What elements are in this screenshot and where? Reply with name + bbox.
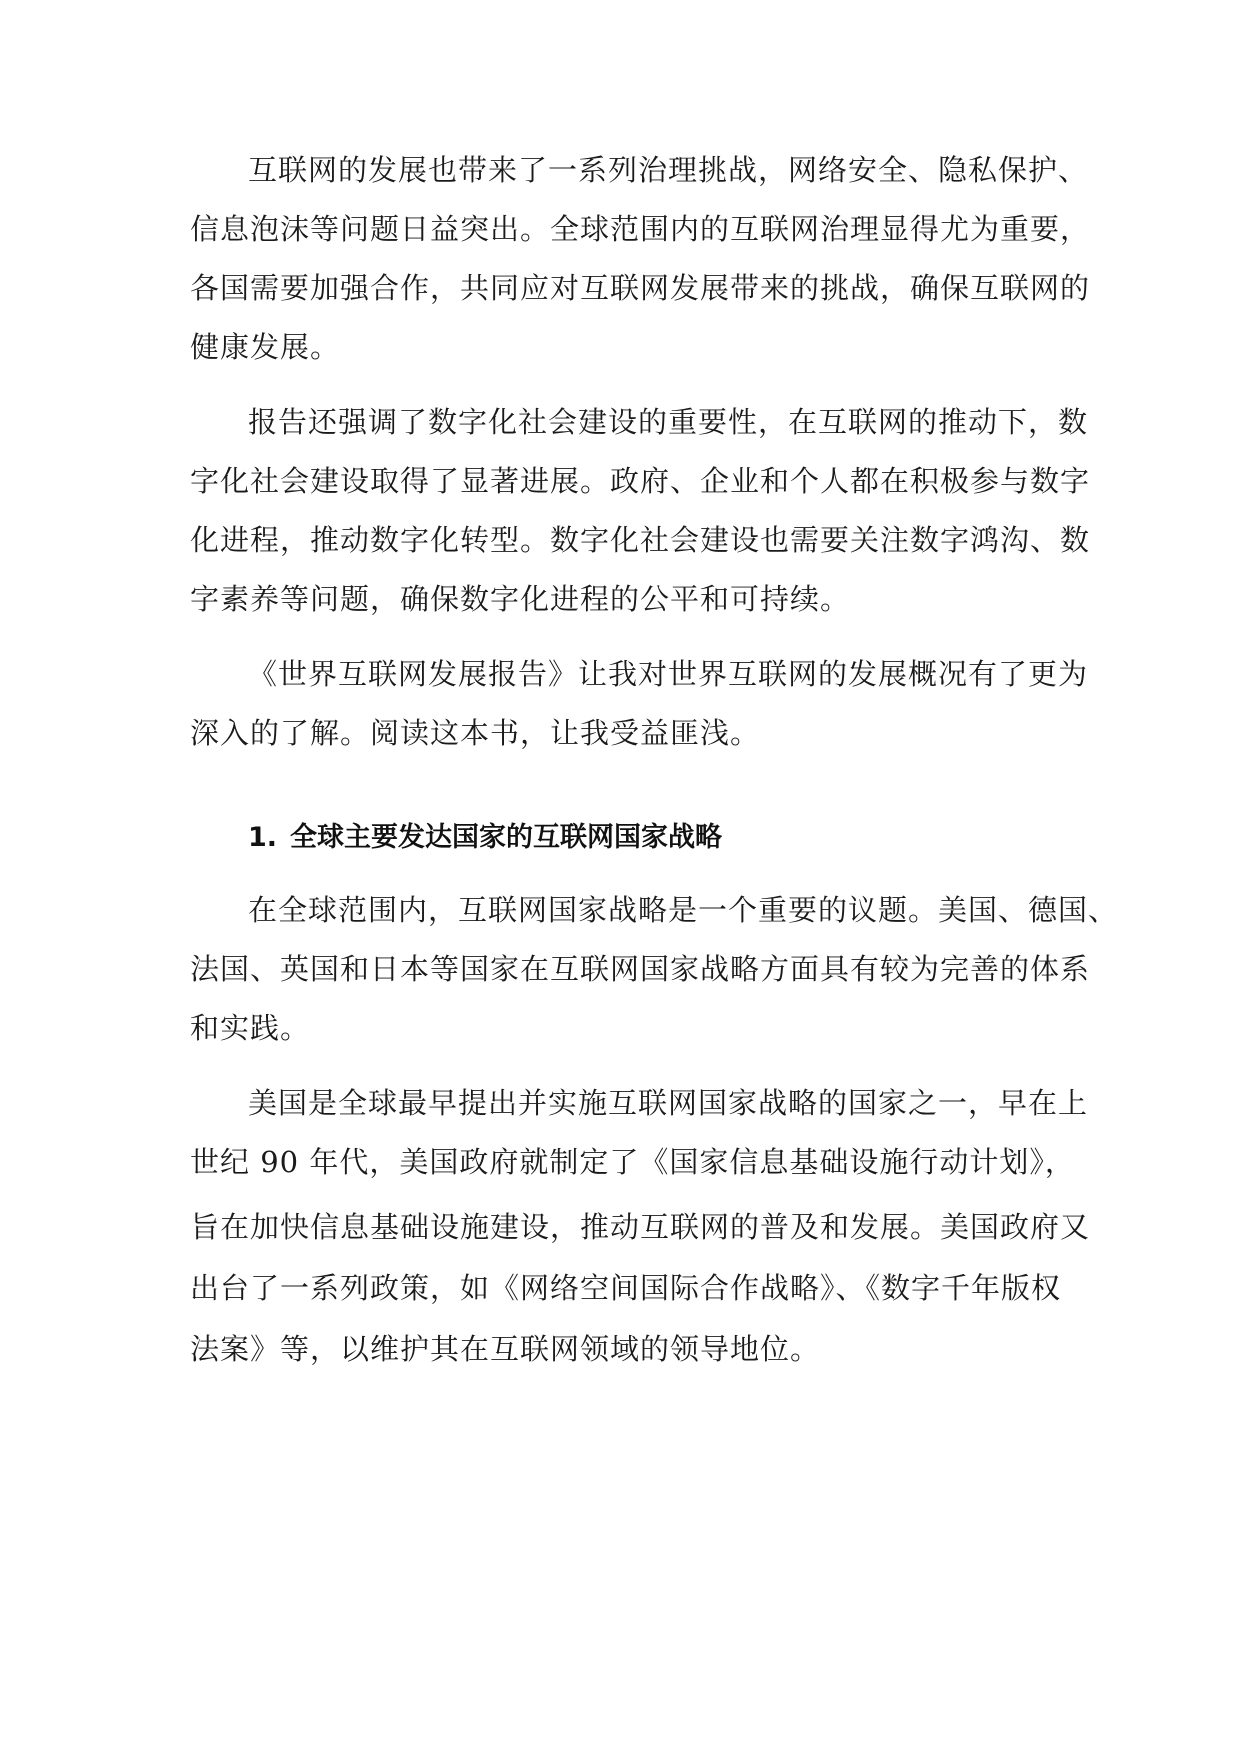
paragraph-1-line-3: 各国需要加强合作，共同应对互联网发展带来的挑战，确保互联网的 <box>190 271 1091 305</box>
section-title: 全球主要发达国家的互联网国家战略 <box>290 822 722 853</box>
section-paragraph-2-line-2: 世纪 90 年代，美国政府就制定了《国家信息基础设施行动计划》， <box>190 1145 1075 1179</box>
section-paragraph-2-line-4: 出台了一系列政策，如《网络空间国际合作战略》、《数字千年版权 <box>190 1271 1062 1305</box>
section-paragraph-2-line-3: 旨在加快信息基础设施建设，推动互联网的普及和发展。美国政府又 <box>190 1210 1091 1244</box>
paragraph-2-line-4: 字素养等问题，确保数字化进程的公平和可持续。 <box>190 582 851 616</box>
section-paragraph-1-line-1: 在全球范围内，互联网国家战略是一个重要的议题。美国、德国、 <box>248 893 1119 927</box>
section-heading <box>248 818 722 858</box>
section-paragraph-2-line-1: 美国是全球最早提出并实施互联网国家战略的国家之一，早在上 <box>248 1086 1089 1120</box>
paragraph-2-line-1: 报告还强调了数字化社会建设的重要性，在互联网的推动下，数 <box>248 405 1089 439</box>
section-paragraph-1-line-3: 和实践。 <box>190 1011 311 1045</box>
paragraph-1-line-1: 互联网的发展也带来了一系列治理挑战，网络安全、隐私保护、 <box>248 153 1089 187</box>
paragraph-2-line-3: 化进程，推动数字化转型。数字化社会建设也需要关注数字鸿沟、数 <box>190 523 1091 557</box>
paragraph-3-line-1: 《世界互联网发展报告》让我对世界互联网的发展概况有了更为 <box>248 657 1089 691</box>
section-paragraph-1-line-2: 法国、英国和日本等国家在互联网国家战略方面具有较为完善的体系 <box>190 952 1091 986</box>
paragraph-1-line-4: 健康发展。 <box>190 330 341 364</box>
paragraph-3-line-2: 深入的了解。阅读这本书，让我受益匪浅。 <box>190 716 761 750</box>
section-number: 1. <box>248 822 278 853</box>
section-paragraph-2-line-5: 法案》等，以维护其在互联网领域的领导地位。 <box>190 1332 821 1366</box>
paragraph-2-line-2: 字化社会建设取得了显著进展。政府、企业和个人都在积极参与数字 <box>190 464 1091 498</box>
paragraph-1-line-2: 信息泡沫等问题日益突出。全球范围内的互联网治理显得尤为重要， <box>190 212 1091 246</box>
